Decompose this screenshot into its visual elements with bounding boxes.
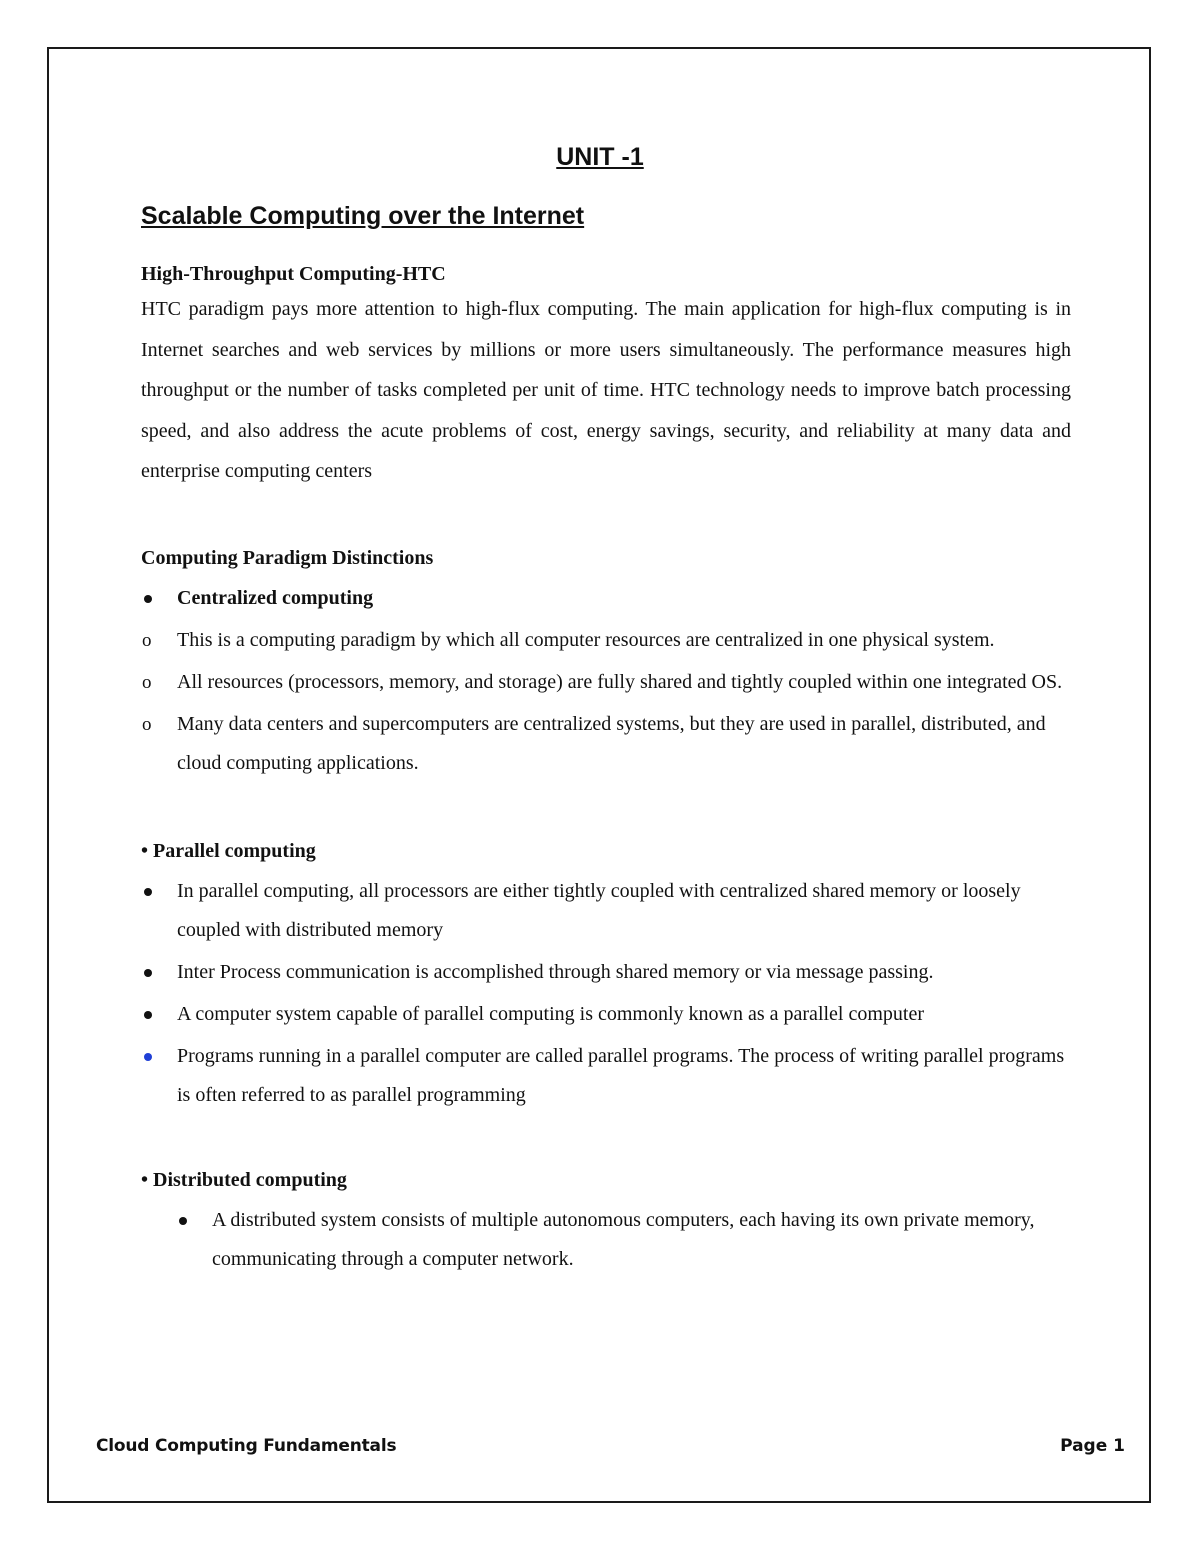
htc-section — [141, 259, 1071, 492]
distinctions-heading: Computing Paradigm Distinctions — [141, 546, 434, 569]
distinctions-section — [141, 543, 1071, 1279]
centralized-item-1: This is a computing paradigm by which all computer resources are centralized in one physical system. — [177, 628, 995, 651]
list-item — [141, 621, 1071, 660]
htc-paragraph: HTC paradigm pays more attention to high-flux computing. The main application for high-flux computing is in Internet searches and web services by millions or more users simultaneously. The performance measures high throughput or the number of tasks completed per unit of time. HTC technology needs to improve batch processing speed, and also address the acute problems of cost, energy savings, security, and reliability at many data and enterprise computing centers — [141, 298, 1071, 483]
parallel-item-2: Inter Process communication is accomplished through shared memory or via message passing. — [177, 960, 934, 983]
parallel-item-3: A computer system capable of parallel computing is commonly known as a parallel computer — [177, 1002, 925, 1025]
list-item — [141, 872, 1071, 950]
list-item — [176, 1201, 1071, 1279]
centralized-title: Centralized computing — [177, 586, 374, 609]
distributed-item-1: A distributed system consists of multiple autonomous computers, each having its own private memory, communicating through a computer network. — [212, 1208, 1035, 1270]
distributed-heading: • Distributed computing — [141, 1168, 347, 1191]
list-item — [141, 995, 1071, 1034]
unit-title: UNIT -1 — [556, 143, 644, 171]
list-item — [141, 579, 1071, 618]
main-heading: Scalable Computing over the Internet — [141, 202, 585, 230]
list-item — [141, 705, 1071, 783]
footer-title: Cloud Computing Fundamentals — [96, 1436, 397, 1456]
parallel-list — [141, 872, 1071, 1115]
page-number: Page 1 — [1060, 1436, 1125, 1456]
list-item — [141, 1037, 1071, 1115]
htc-heading: High-Throughput Computing-HTC — [141, 263, 446, 285]
document-body — [141, 259, 1071, 1282]
parallel-item-1: In parallel computing, all processors are either tightly coupled with centralized shared memory or loosely coupled with distributed memory — [177, 879, 1021, 941]
centralized-item-3: Many data centers and supercomputers are centralized systems, but they are used in parallel, distributed, and cloud computing applications. — [177, 712, 1046, 774]
list-item — [141, 663, 1071, 702]
centralized-item-2: All resources (processors, memory, and storage) are fully shared and tightly coupled within one integrated OS. — [177, 670, 1063, 693]
parallel-item-4: Programs running in a parallel computer are called parallel programs. The process of writing parallel programs is often referred to as parallel programming — [177, 1044, 1065, 1106]
centralized-list — [141, 579, 1071, 783]
list-item — [141, 953, 1071, 992]
distributed-list — [141, 1201, 1071, 1279]
parallel-heading: • Parallel computing — [141, 839, 316, 862]
